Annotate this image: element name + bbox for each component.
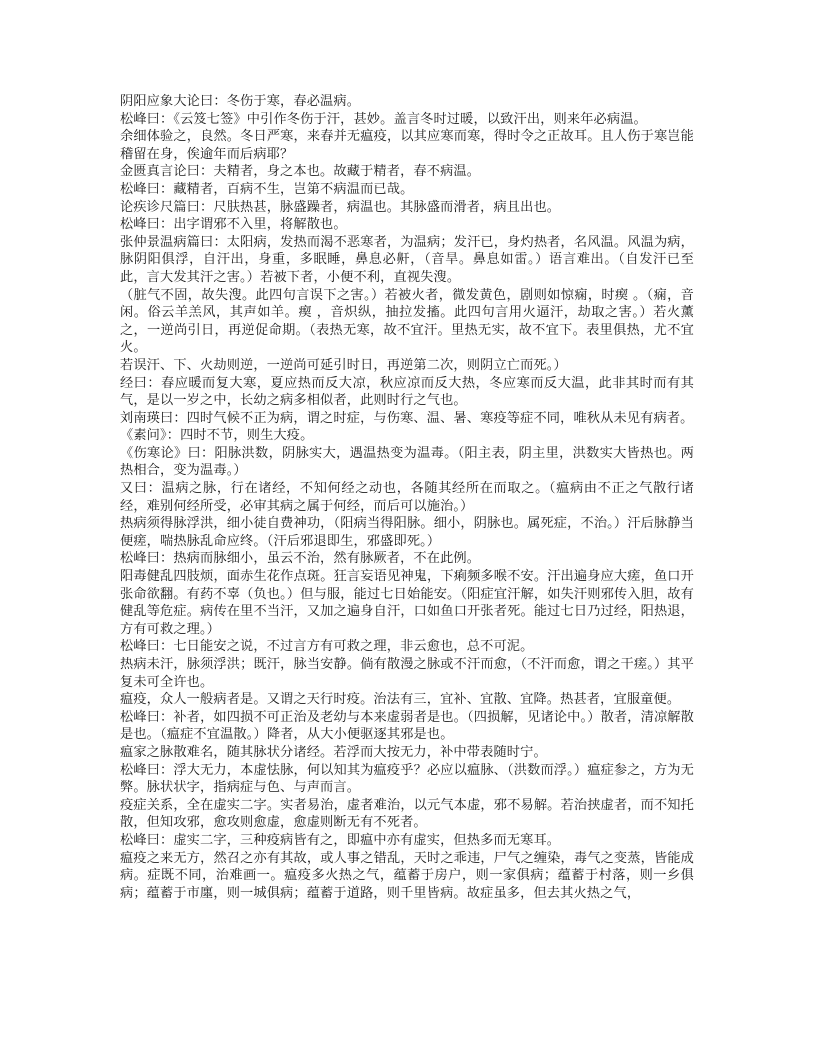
paragraph: 松峰曰：补者，如四损不可正治及老幼与本来虚弱者是也。（四损解，见诸论中。）散者，清凉解散是也。（瘟症不宜温散。）降者，从大小便驱逐其邪是也。 (120, 709, 694, 743)
paragraph: （脏气不固，故失溲。此四句言误下之害。）若被火者，微发黄色，剧则如惊痫，时瘈 。（痫，音闲。俗云羊羔风，其声如羊。瘈 ，音炽纵，抽拉发搐。此四句言用火逼汗，劫取之害。）若火薰之，一逆尚引日，再逆促命期。（表热无寒，故不宜汗。里热无实，故不宜下。表里俱热，尤不宜火。 (120, 287, 694, 356)
paragraph: 《素问》：四时不节，则生大疫。 (120, 428, 314, 444)
paragraph: 阳毒健乱四肢烦，面赤生花作点斑。狂言妄语见神鬼，下痢频多喉不安。汗出遍身应大瘥，鱼口开张命欲翻。有药不辜（负也。）但与服，能过七日始能安。（阳症宜汗解，如失汗则邪传入胆，故有健乱等危症。病传在里不当汗，又加之遍身自汗，口如鱼口开张者死。能过七日乃过经，阳热退，方有可救之理。） (120, 569, 694, 637)
paragraph: 松峰曰：出字谓邪不入里，将解散也。 (120, 217, 347, 233)
paragraph: 又曰：温病之脉，行在诸经，不知何经之动也，各随其经所在而取之。（瘟病由不正之气散行诸经，难别何经所受，必审其病之属于何经，而后可以施治。） (120, 481, 694, 514)
paragraph: 瘟疫之来无方，然召之亦有其故，或人事之错乱，天时之乖违，尸气之缠染，毒气之变蒸，皆能成病。症既不同，治难画一。瘟疫多火热之气，蕴蓄于房户，则一家俱病；蕴蓄于村落，则一乡俱病；蕴蓄于市廛，则一城俱病；蕴蓄于道路，则千里皆病。故症虽多，但去其火热之气， (120, 850, 694, 901)
paragraph: 松峰曰：热病而脉细小，虽云不治，然有脉厥者，不在此例。 (120, 551, 481, 567)
paragraph: 阴阳应象大论曰：冬伤于寒，春必温病。 (120, 94, 361, 109)
paragraph: 若误汗、下、火劫则逆，一逆尚可延引时日，再逆第二次，则阴立亡而死。） (120, 357, 567, 373)
paragraph: 论疾诊尺篇曰：尺肤热甚，脉盛躁者，病温也。其脉盛而滑者，病且出也。 (120, 199, 561, 215)
paragraph: 松峰曰：《云笈七签》中引作冬伤于汗，甚妙。盖言冬时过暖，以致汗出，则来年必病温。 (120, 111, 647, 127)
paragraph: 张仲景温病篇曰：太阳病，发热而渴不恶寒者，为温病；发汗已，身灼热者，名风温。风温为病，脉阴阳俱浮，自汗出，身重，多眠睡，鼻息必鼾，（音旱。鼻息如雷。）语言难出。（自发汗已至此，言大发其汗之害。）若被下者，小便不利，直视失溲。 (120, 234, 694, 285)
document-page (120, 93, 694, 902)
paragraph: 热病未汗，脉须浮洪；既汗，脉当安静。倘有散漫之脉或不汗而愈，（不汗而愈，谓之干瘥。）其平复未可全许也。 (120, 657, 694, 690)
paragraph: 《伤寒论》曰：阳脉洪数，阴脉实大，遇温热变为温毒。（阳主表，阴主里，洪数实大皆热也。两热相合，变为温毒。） (120, 445, 694, 479)
paragraph: 疫症关系，全在虚实二字。实者易治，虚者难治，以元气本虚，邪不易解。若治挟虚者，而不知托散，但知攻邪，愈攻则愈虚，愈虚则断无有不死者。 (120, 797, 694, 831)
paragraph: 金匮真言论曰：夫精者，身之本也。故藏于精者，春不病温。 (120, 164, 481, 180)
paragraph: 松峰曰：浮大无力，本虚怯脉，何以知其为瘟疫乎？必应以瘟脉、（洪数而浮。）瘟症参之，方为无弊。脉状状字，指病症与色、与声而言。 (120, 762, 694, 796)
paragraph: 瘟家之脉散难名，随其脉状分诸经。若浮而大按无力，补中带表随时宁。 (120, 744, 547, 760)
paragraph: 松峰曰：七日能安之说，不过言方有可救之理，非云愈也，总不可泥。 (120, 639, 534, 655)
paragraph: 经曰：春应暖而复大寒，夏应热而反大凉，秋应凉而反大热，冬应寒而反大温，此非其时而有其气，是以一岁之中，长幼之病多相似者，此则时行之气也。 (120, 375, 694, 409)
paragraph: 刘南瑛曰：四时气候不正为病，谓之时症，与伤寒、温、暑、寒疫等症不同，唯秋从未见有病者。 (120, 410, 694, 426)
paragraph: 瘟疫，众人一般病者是。又谓之天行时疫。治法有三，宜补、宜散、宜降。热甚者，宜服童便。 (120, 692, 681, 708)
paragraph: 余细体验之，良然。冬日严寒，来春并无瘟疫，以其应寒而寒，得时令之正故耳。且人伤于寒岂能稽留在身，俟逾年而后病耶？ (120, 129, 694, 162)
paragraph: 热病须得脉浮洪，细小徒自费神功，（阳病当得阳脉。细小，阴脉也。属死症，不治。）汗后脉静当便瘥，喘热脉乱命应终。（汗后邪退即生，邪盛即死。） (120, 516, 694, 549)
paragraph: 松峰曰：虚实二字，三种疫病皆有之，即瘟中亦有虚实，但热多而无寒耳。 (120, 832, 561, 848)
paragraph: 松峰曰：藏精者，百病不生，岂第不病温而已哉。 (120, 181, 414, 197)
